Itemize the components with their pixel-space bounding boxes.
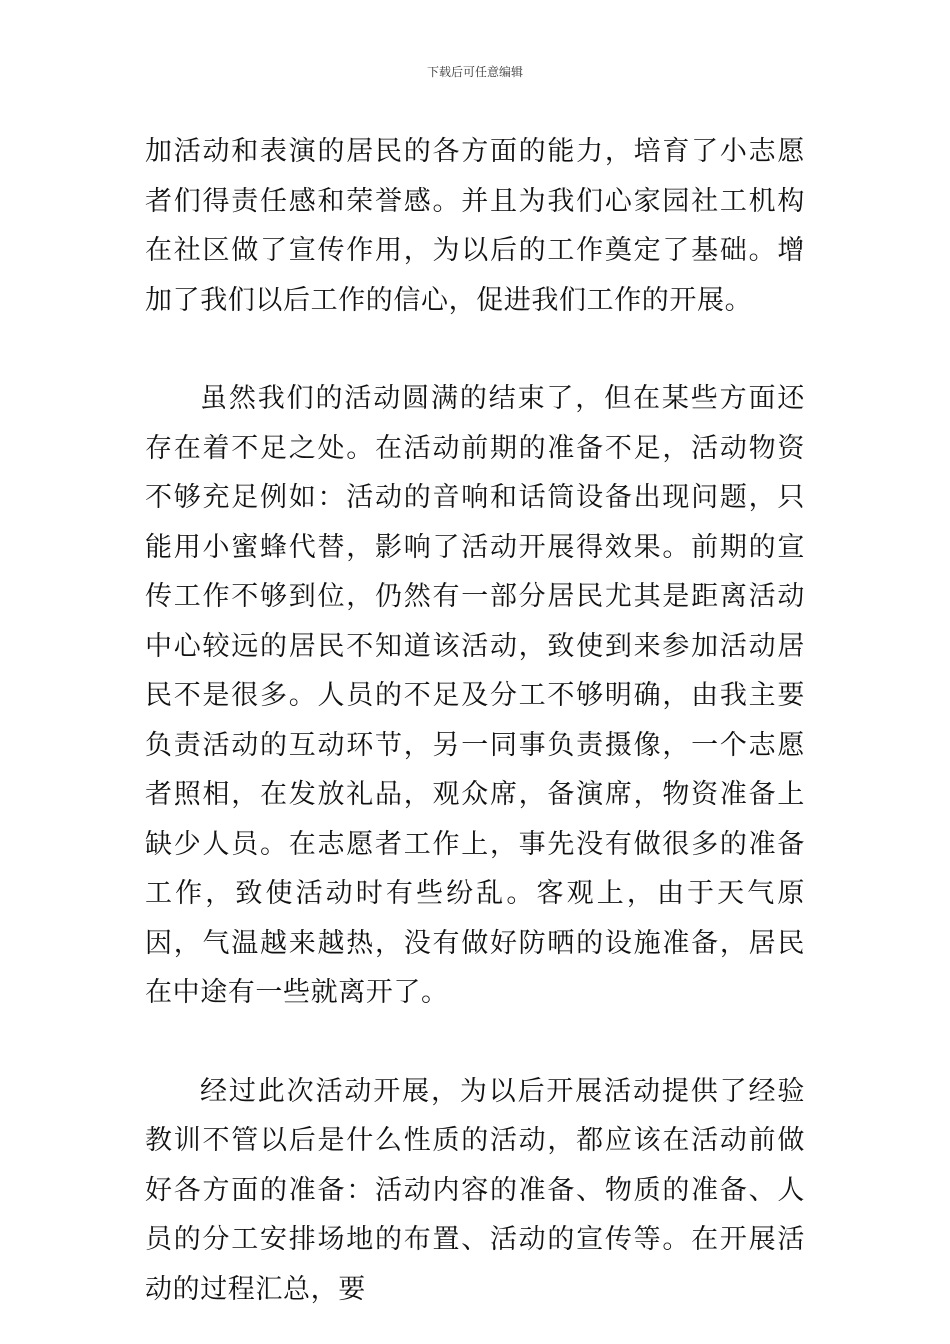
document-body: [145, 127, 805, 1314]
page-header: 下载后可任意编辑: [426, 65, 523, 79]
paragraph-lessons: 经过此次活动开展，为以后开展活动提供了经验教训不管以后是什么性质的活动，都应该在活动前做好各方面的准备：活动内容的准备、物质的准备、人员的分工安排场地的布置、活动的宣传等。在开展活动的过程汇总，要: [145, 1075, 805, 1305]
paragraph-continuation: 加活动和表演的居民的各方面的能力，培育了小志愿者们得责任感和荣誉感。并且为我们心家园社工机构在社区做了宣传作用，为以后的工作奠定了基础。增加了我们以后工作的信心，促进我们工作的开展。: [145, 136, 805, 316]
paragraph-shortcomings: 虽然我们的活动圆满的结束了，但在某些方面还存在着不足之处。在活动前期的准备不足，活动物资不够充足例如：活动的音响和话筒设备出现问题，只能用小蜜蜂代替，影响了活动开展得效果。前期的宣传工作不够到位，仍然有一部分居民尤其是距离活动中心较远的居民不知道该活动，致使到来参加活动居民不是很多。人员的不足及分工不够明确，由我主要负责活动的互动环节，另一同事负责摄像，一个志愿者照相，在发放礼品，观众席，备演席，物资准备上缺少人员。在志愿者工作上，事先没有做很多的准备工作，致使活动时有些纷乱。客观上，由于天气原因，气温越来越热，没有做好防晒的设施准备，居民在中途有一些就离开了。: [145, 383, 805, 1008]
